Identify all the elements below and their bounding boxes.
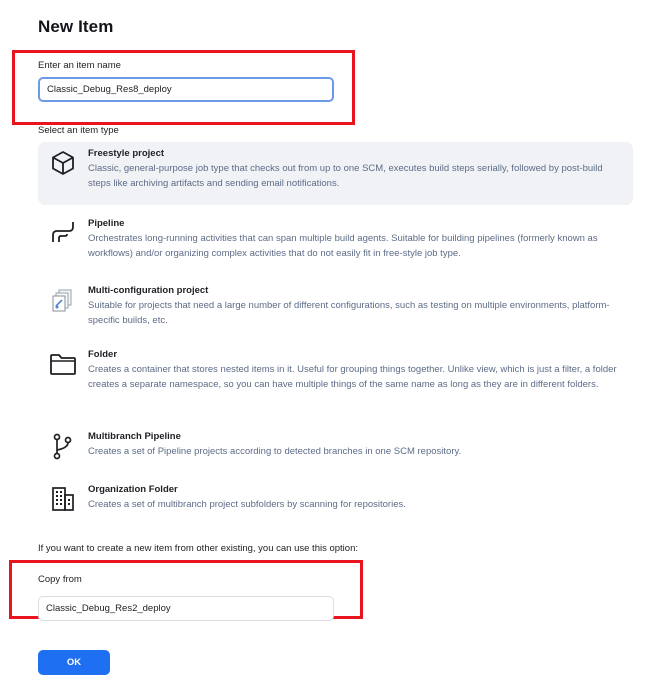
item-type-pipeline[interactable]	[38, 212, 633, 272]
copy-from-input[interactable]	[38, 596, 334, 621]
item-type-name: Folder	[88, 349, 118, 360]
item-name-label: Enter an item name	[38, 60, 121, 71]
organization-building-icon	[49, 485, 77, 513]
branch-icon	[49, 432, 77, 460]
item-type-description: Orchestrates long-running activities that can span multiple build agents. Suitable for building pipelines (formerly known as workflows) and/or organizing complex activities that do not easily fit in free-style job type.	[88, 233, 598, 259]
copy-from-label: Copy from	[38, 574, 82, 585]
item-type-folder[interactable]	[38, 343, 633, 418]
copy-hint-text: If you want to create a new item from other existing, you can use this option:	[38, 543, 358, 554]
item-type-organization-folder[interactable]	[38, 478, 633, 524]
item-type-description: Creates a set of Pipeline projects according to detected branches in one SCM repository.	[88, 446, 462, 457]
item-type-multi-configuration[interactable]	[38, 279, 633, 339]
item-type-description: Classic, general-purpose job type that checks out from up to one SCM, executes build steps serially, followed by post-build steps like archiving artifacts and sending email notifications.	[88, 163, 603, 189]
item-type-name: Freestyle project	[88, 148, 165, 159]
item-type-description: Suitable for projects that need a large number of different configurations, such as testing on multiple environments, platform-specific builds, etc.	[88, 300, 610, 326]
item-type-description: Creates a set of multibranch project subfolders by scanning for repositories.	[88, 499, 406, 510]
item-type-name: Multi-configuration project	[88, 285, 209, 296]
ok-button[interactable]: OK	[38, 650, 110, 675]
item-name-input[interactable]	[38, 77, 334, 102]
folder-icon	[49, 350, 77, 378]
pipeline-icon	[49, 219, 77, 247]
item-type-name: Organization Folder	[88, 484, 178, 495]
item-type-description: Creates a container that stores nested items in it. Useful for grouping things together. Unlike view, which is just a filter, a folder creates a separate namespace, so you can have multiple things of the same name as long as they are in different folders.	[88, 364, 617, 390]
item-type-name: Pipeline	[88, 218, 125, 229]
item-type-name: Multibranch Pipeline	[88, 431, 181, 442]
item-type-freestyle[interactable]	[38, 142, 633, 205]
page-title: New Item	[38, 17, 114, 36]
multi-configuration-icon	[49, 286, 77, 314]
freestyle-cube-icon	[49, 149, 77, 177]
item-type-multibranch-pipeline[interactable]	[38, 425, 633, 471]
item-type-label: Select an item type	[38, 125, 119, 136]
